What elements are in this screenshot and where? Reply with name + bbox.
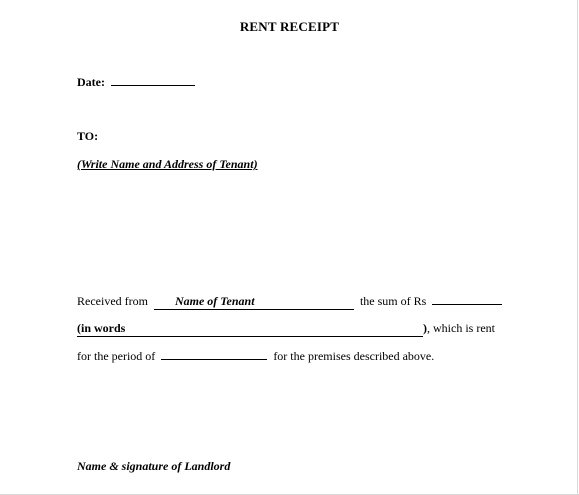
period-of-text: for the period of (77, 349, 156, 363)
date-label: Date: (77, 75, 105, 89)
period-row (77, 348, 434, 364)
landlord-signature-label: Name & signature of Landlord (77, 459, 231, 473)
premises-text: for the premises described above. (273, 349, 435, 363)
receipt-title: RENT RECEIPT (239, 19, 340, 34)
received-from-text: Received from (77, 294, 148, 308)
in-words-label: (in words (77, 321, 126, 335)
in-words-row (77, 321, 495, 337)
sum-of-rs-text: the sum of Rs (359, 294, 427, 308)
date-row (77, 74, 195, 90)
date-blank-line (111, 74, 195, 86)
amount-blank-line (432, 293, 502, 305)
in-words-blank (77, 321, 423, 337)
tenant-name-placeholder: Name of Tenant (174, 294, 255, 308)
page-edge-right (577, 0, 578, 495)
tenant-name-blank (154, 294, 354, 310)
to-label: TO: (77, 129, 99, 143)
which-is-rent-text: , which is rent (427, 321, 495, 335)
closing-paren: ) (423, 321, 427, 335)
tenant-address-hint: (Write Name and Address of Tenant) (77, 157, 258, 171)
received-row (77, 293, 502, 310)
period-blank-line (161, 348, 267, 360)
